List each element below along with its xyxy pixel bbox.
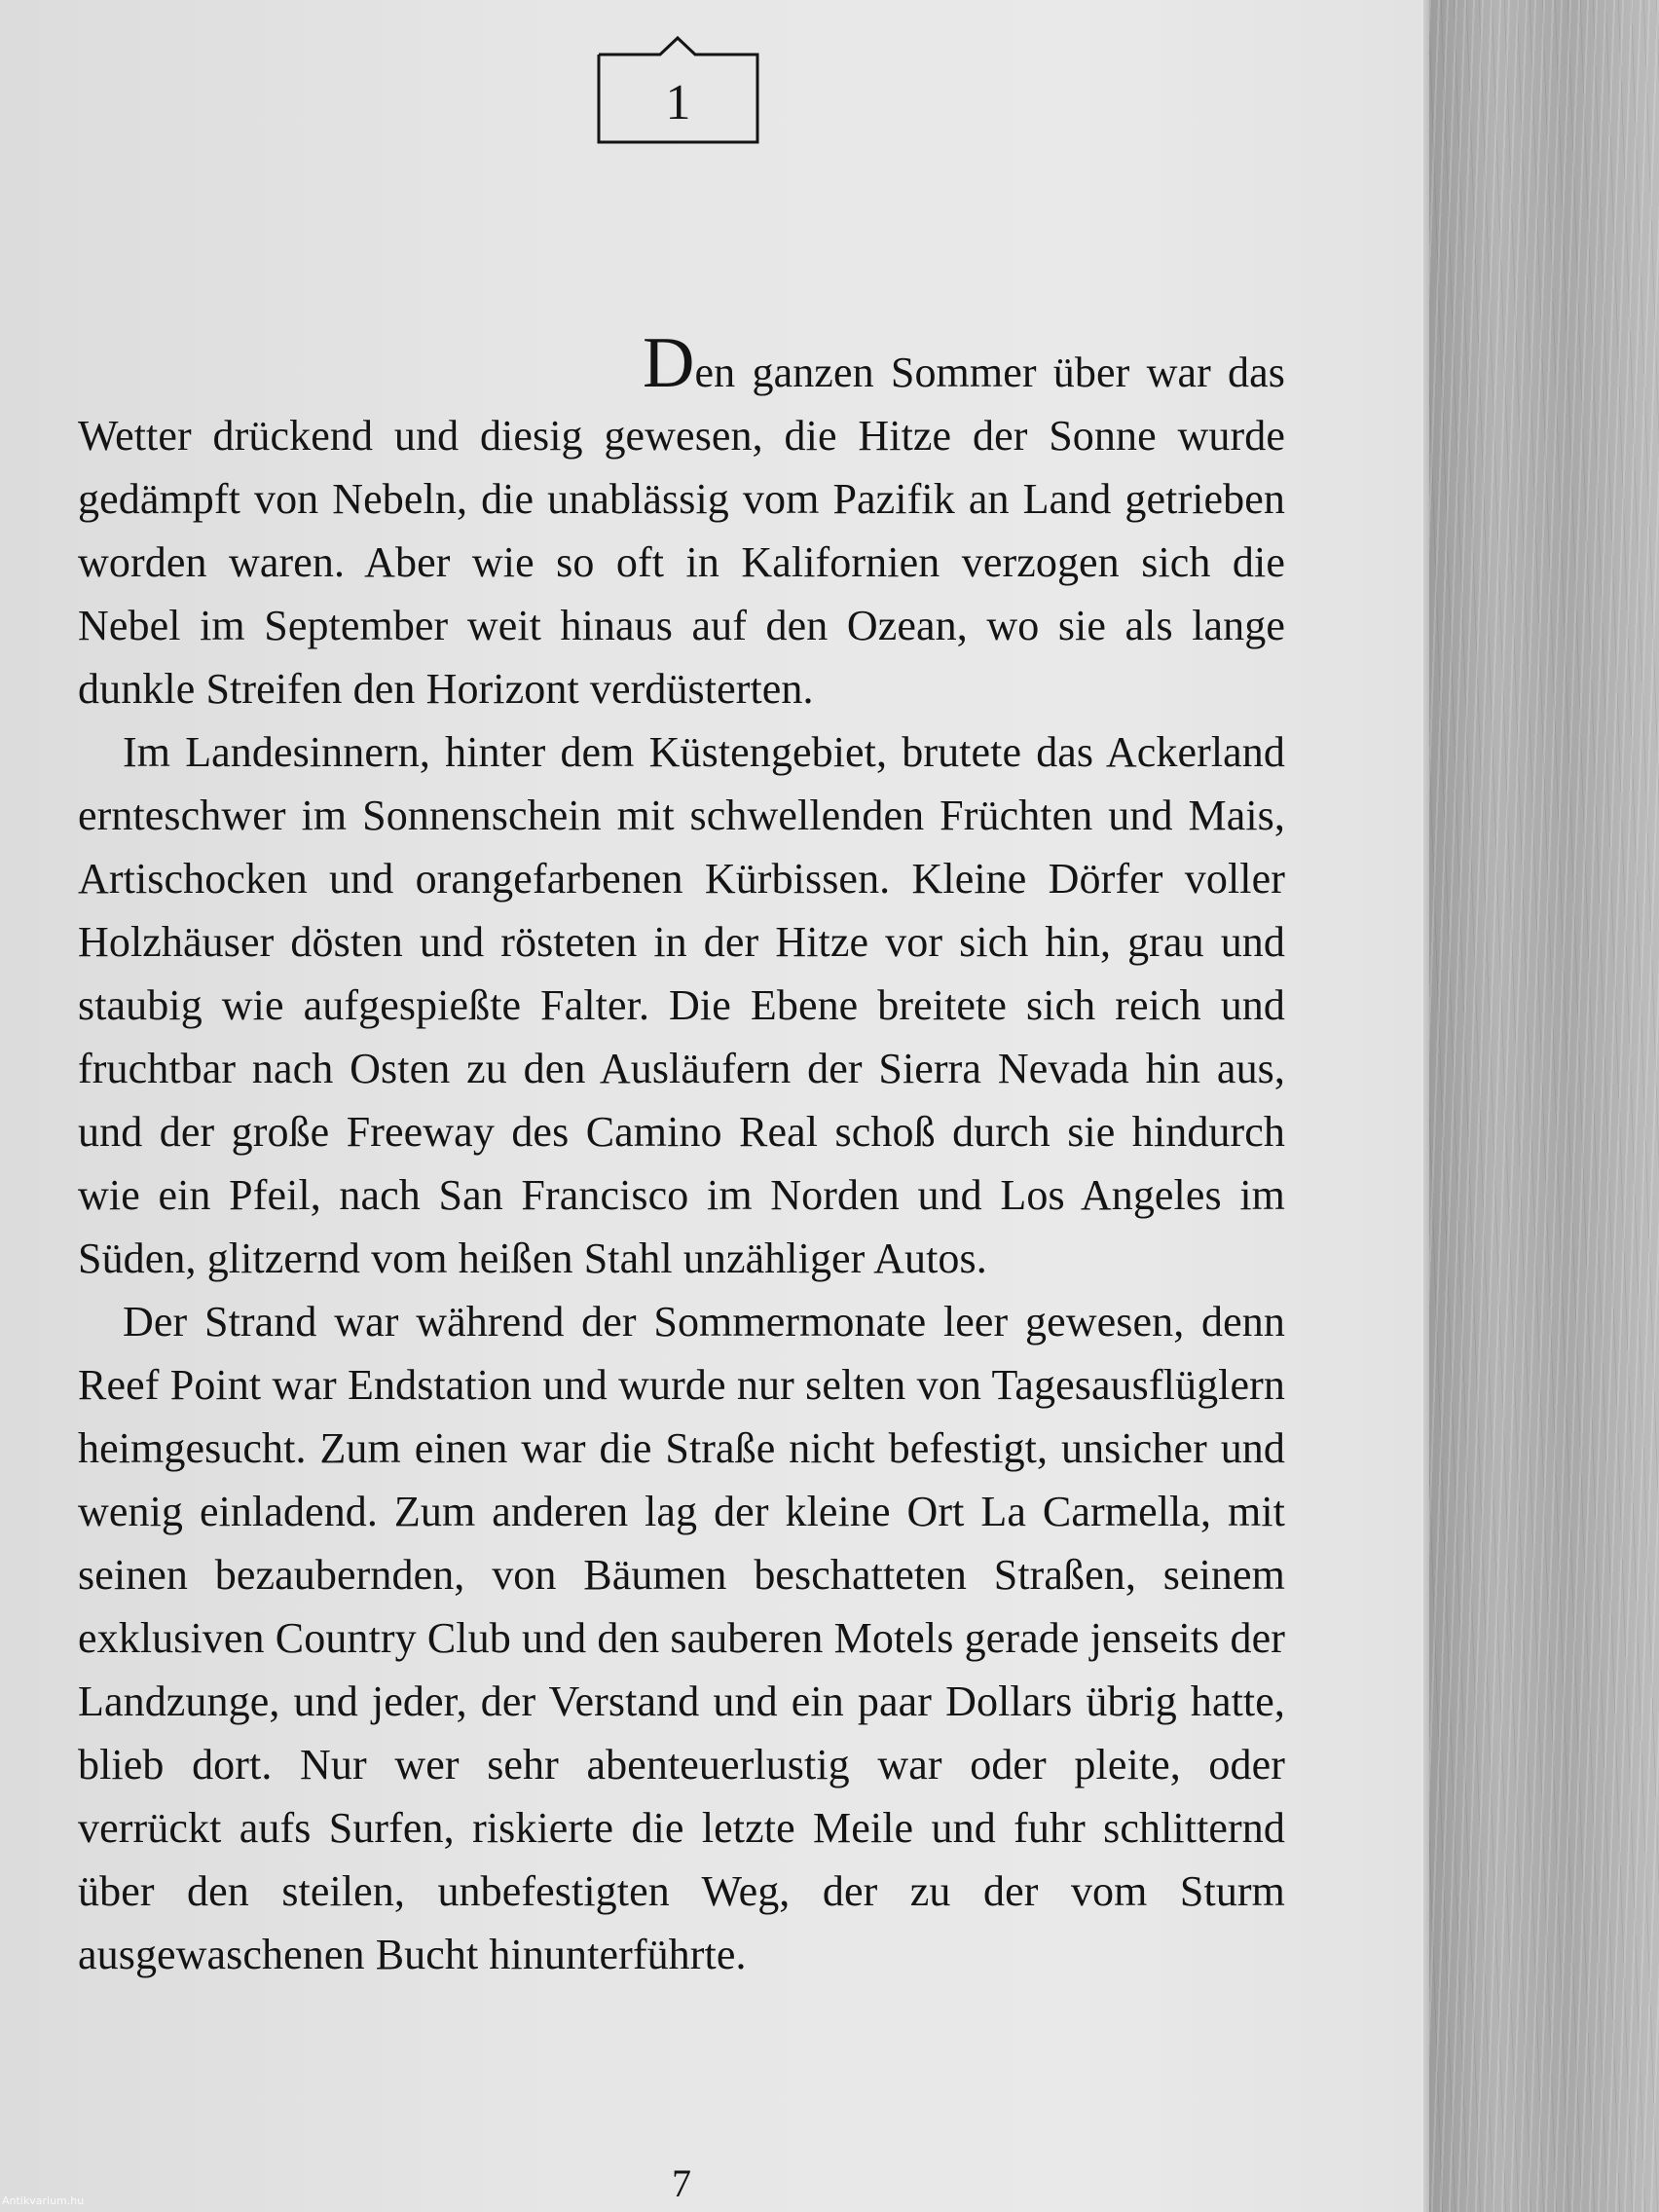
paragraph-3: Der Strand war während der Sommermonate leer gewesen, denn Reef Point war Endstation und wurde nur selten von Tagesausflüglern heimgesucht. Zum einen war die Straße nicht befestigt, unsicher und wenig einladend. Zum anderen lag der kleine Ort La Carmella, mit seinen bezaubernden, von Bäumen beschatteten Straßen, seinem exklusiven Country Club und den sauberen Motels gerade jenseits der Landzunge, und jeder, der Verstand und ein paar Dollars übrig hatte, blieb dort. Nur wer sehr abenteuerlustig war oder pleite, oder verrückt aufs Surfen, riskierte die letzte Meile und fuhr schlitternd über den steilen, unbefestigten Weg, der zu der vom Sturm ausgewaschenen Bucht hinunterführte. [78, 1298, 1285, 1978]
chapter-heading [597, 35, 759, 144]
paragraph-2: Im Landesinnern, hinter dem Küstengebiet, brutete das Ackerland ernteschwer im Sonnenschein mit schwellenden Früchten und Mais, Artischocken und orangefarbenen Kürbissen. Kleine Dörfer voller Holzhäuser dösten und rösteten in der Hitze vor sich hin, grau und staubig wie aufgespießte Falter. Die Ebene breitete sich reich und fruchtbar nach Osten zu den Ausläufern der Sierra Nevada hin aus, und der große Freeway des Camino Real schoß durch sie hindurch wie ein Pfeil, nach San Francisco im Norden und Los Angeles im Süden, glitzernd vom heißen Stahl unzähliger Autos. [78, 728, 1285, 1282]
paragraph-1 [78, 323, 1285, 720]
chapter-body [78, 323, 1285, 1986]
watermark: Antikvarium.hu [2, 2194, 85, 2207]
page-number: 7 [672, 2161, 691, 2205]
background-surface [1429, 0, 1659, 2212]
paragraph-1-text: en ganzen Sommer über war das Wetter drückend und diesig gewesen, die Hitze der Sonne wurde gedämpft von Nebeln, die unablässig vom Pazifik an Land getrieben worden waren. Aber wie so oft in Kalifornien verzogen sich die Nebel im September weit hinaus auf den Ozean, wo sie als lange dunkle Streifen den Horizont verdüsterten. [78, 349, 1285, 713]
drop-cap: D [643, 323, 695, 403]
chapter-number: 1 [665, 75, 691, 130]
